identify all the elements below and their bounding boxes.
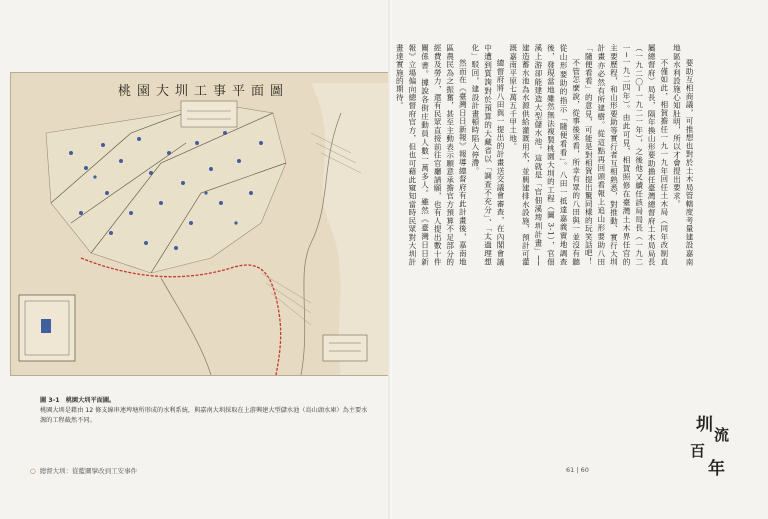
brand-char: 圳 bbox=[696, 415, 713, 435]
historical-map-image bbox=[10, 72, 390, 376]
brand-char: 百 bbox=[690, 442, 706, 460]
running-footer bbox=[30, 466, 137, 475]
caption-text: 桃園大圳是藉由 12 條支線串連埤塘所形成的水利系統，與嘉南大圳採取在上游興建大型儲水池（烏山頭水庫）為主要水源的工程截然不同。 bbox=[40, 407, 368, 424]
map-title: 桃園大圳工事平面圖 bbox=[118, 84, 290, 99]
paragraph: 不管怎麼說，從事後來看，所幸有眾的八田與一並沒有聽從山形要助的指示「隨便看看」。八田一抵達嘉義實地調查後，發現當地雖然無法複製桃園大圳的工程（圖 3-1），官佃溪上游卻能建造大型儲水池，這就是「官佃溪埤圳計畫」──建造蓄水池為水源供給灌溉用水，並興建排水設施，預計可灌溉嘉南平原七萬五千甲土地。 bbox=[508, 44, 581, 266]
page-numbers: 61 | 60 bbox=[566, 466, 589, 474]
footer-mark-icon: ○ bbox=[30, 467, 36, 475]
map-drawing bbox=[11, 73, 389, 375]
vertical-body-text bbox=[395, 44, 695, 266]
brand-char: 年 bbox=[708, 459, 725, 479]
paragraph: 要助互相商議，可推想也對於土木局管轄度考量建設嘉南地區水利設施心知肚明，所以才會提出要求。 bbox=[672, 44, 694, 266]
caption-label: 圖 3-1 桃園大圳平面圖。 bbox=[40, 397, 116, 404]
brand-char: 流 bbox=[714, 426, 730, 444]
paragraph: 總督府將八田與一提出的計畫送交議會審查，在內閣會議中遭到質詢對於預算的大藏省以「調查不充分」、「太過理想化」駁回，建設計畫頓時陷入停滯。 bbox=[470, 44, 506, 266]
footer-chapter-title: 總督大圳：從藍圖擘改到工安事件 bbox=[39, 467, 138, 475]
paragraph: 然而在《臺灣日日新報》報導總督府有此計畫後，嘉南地區農民為之振奮，甚至主動表示願意承擔官方預算不足部分的經費及勞力，還有民眾直接前往官廳請願，也有人提出數十件關係書。據說各街庄動員人數一萬多人。雖然《臺灣日日新報》立場偏向總督府官方，但也可藉此窺知當時民眾對大圳計畫達實施的期待。 bbox=[395, 44, 468, 266]
figure-caption bbox=[40, 396, 370, 426]
book-gutter bbox=[388, 0, 392, 519]
paragraph: 不僅如此，相賀擔任一九一九年回任土木局（同年改制直屬總督府）局長，隔年換山形要助擔任臺灣總督府土木局局長（一九二〇─一九二一年），之後他又續任該局局長（一九二一─一九二四年）。由此可見，相賀照修在臺灣土木界任官的主要歷程，和山形要助等實行者互相熟悉，對推動、實行大圳計畫亦必然有所建樹。從這點再回頭看報上追山形要助八田「隨便看看」的意見，可能是對相賀提出驚同樣的玩笑話吧！ bbox=[584, 44, 669, 266]
brand-logo bbox=[684, 410, 738, 482]
